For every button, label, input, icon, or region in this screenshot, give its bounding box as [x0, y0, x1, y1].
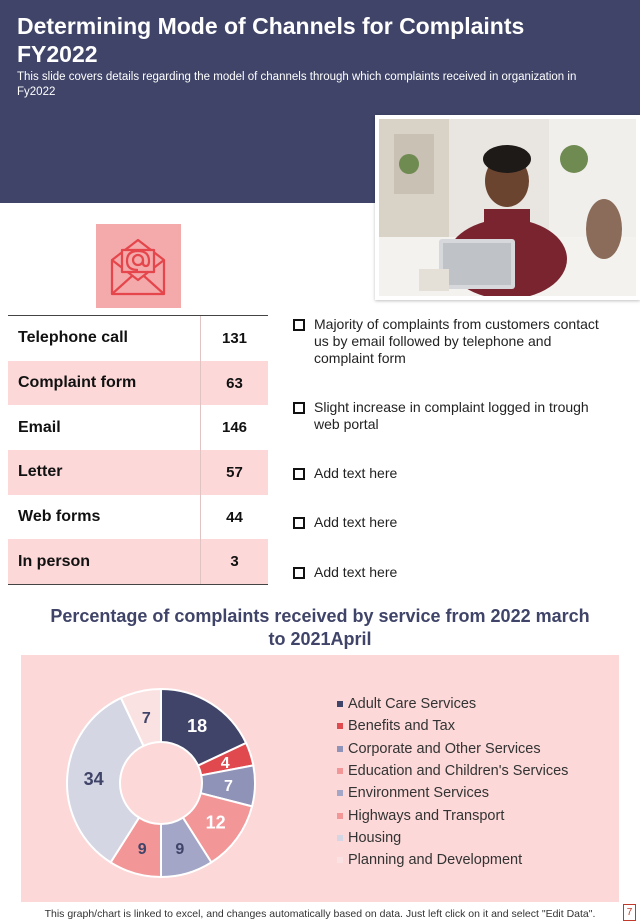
row-value: 3 [200, 539, 268, 584]
row-value: 57 [200, 450, 268, 495]
slice-label: 18 [187, 716, 208, 737]
chart-title: Percentage of complaints received by service from 2022 march to 2021April [50, 606, 590, 649]
slice-label: 12 [205, 812, 226, 833]
row-value: 146 [200, 405, 268, 450]
legend-label: Highways and Transport [348, 807, 505, 824]
table-row [8, 495, 268, 540]
legend-swatch [337, 701, 343, 707]
legend-label: Environment Services [348, 785, 490, 802]
row-label: Email [18, 418, 61, 436]
photo-illustration [379, 119, 636, 296]
email-at-icon [96, 224, 181, 308]
list-item [293, 564, 614, 581]
chart-panel [21, 655, 619, 902]
row-label: In person [18, 552, 91, 570]
legend-item [337, 693, 568, 715]
legend-item [337, 760, 568, 782]
legend-item [337, 715, 568, 737]
slice-label: 9 [175, 840, 185, 858]
legend-item [337, 849, 568, 871]
bullet-text: Slight increase in complaint logged in trough web portal [314, 399, 589, 432]
legend-label: Education and Children's Services [348, 763, 569, 780]
legend-label: Corporate and Other Services [348, 740, 541, 757]
slice-label: 4 [220, 755, 230, 773]
legend-item [337, 738, 568, 760]
list-item [293, 399, 614, 433]
legend-item [337, 804, 568, 826]
donut-chart[interactable] [61, 683, 261, 883]
legend-swatch [337, 746, 343, 752]
row-value: 63 [200, 361, 268, 406]
legend-swatch [337, 723, 343, 729]
checkbox-icon [293, 517, 305, 529]
channel-table [8, 315, 268, 585]
legend-label: Benefits and Tax [348, 718, 455, 735]
page-subtitle: This slide covers details regarding the model of channels through which complaints received in organization in Fy2022 [17, 71, 577, 98]
checkbox-icon [293, 402, 305, 414]
slice-label: 34 [83, 768, 104, 789]
table-row [8, 405, 268, 450]
bullet-text: Majority of complaints from customers contact us by email followed by telephone and complaint form [314, 316, 599, 366]
checkbox-icon [293, 319, 305, 331]
slice-label: 9 [137, 840, 147, 858]
row-label: Web forms [18, 508, 101, 526]
legend-swatch [337, 813, 343, 819]
page-number: 7 [623, 904, 636, 921]
legend-label: Planning and Development [348, 852, 523, 869]
row-value: 131 [200, 316, 268, 361]
table-row [8, 361, 268, 406]
legend-label: Housing [348, 829, 402, 846]
chart-legend [337, 693, 568, 871]
row-label: Telephone call [18, 329, 128, 347]
list-item [293, 316, 614, 367]
legend-label: Adult Care Services [348, 696, 477, 713]
list-item [293, 465, 614, 482]
legend-item [337, 827, 568, 849]
footer-note: This graph/chart is linked to excel, and changes automatically based on data. Just left click on it and select "Edit Data". [44, 908, 596, 920]
legend-swatch [337, 857, 343, 863]
table-row [8, 316, 268, 361]
bullet-text: Add text here [314, 564, 398, 580]
bullet-text: Add text here [314, 514, 398, 530]
row-label: Letter [18, 463, 63, 481]
slice-label: 7 [141, 710, 151, 728]
checkbox-icon [293, 468, 305, 480]
person-at-laptop-photo [375, 115, 640, 300]
row-label: Complaint form [18, 374, 137, 392]
checkbox-icon [293, 567, 305, 579]
table-row [8, 450, 268, 495]
email-at-glyph [96, 224, 181, 308]
slice-label: 7 [224, 778, 233, 796]
legend-swatch [337, 835, 343, 841]
bullet-text: Add text here [314, 465, 398, 481]
legend-item [337, 782, 568, 804]
page-title: Determining Mode of Channels for Complaints FY2022 [17, 13, 525, 67]
table-row [8, 539, 268, 584]
list-item [293, 514, 614, 531]
legend-swatch [337, 790, 343, 796]
legend-swatch [337, 768, 343, 774]
row-value: 44 [200, 495, 268, 540]
